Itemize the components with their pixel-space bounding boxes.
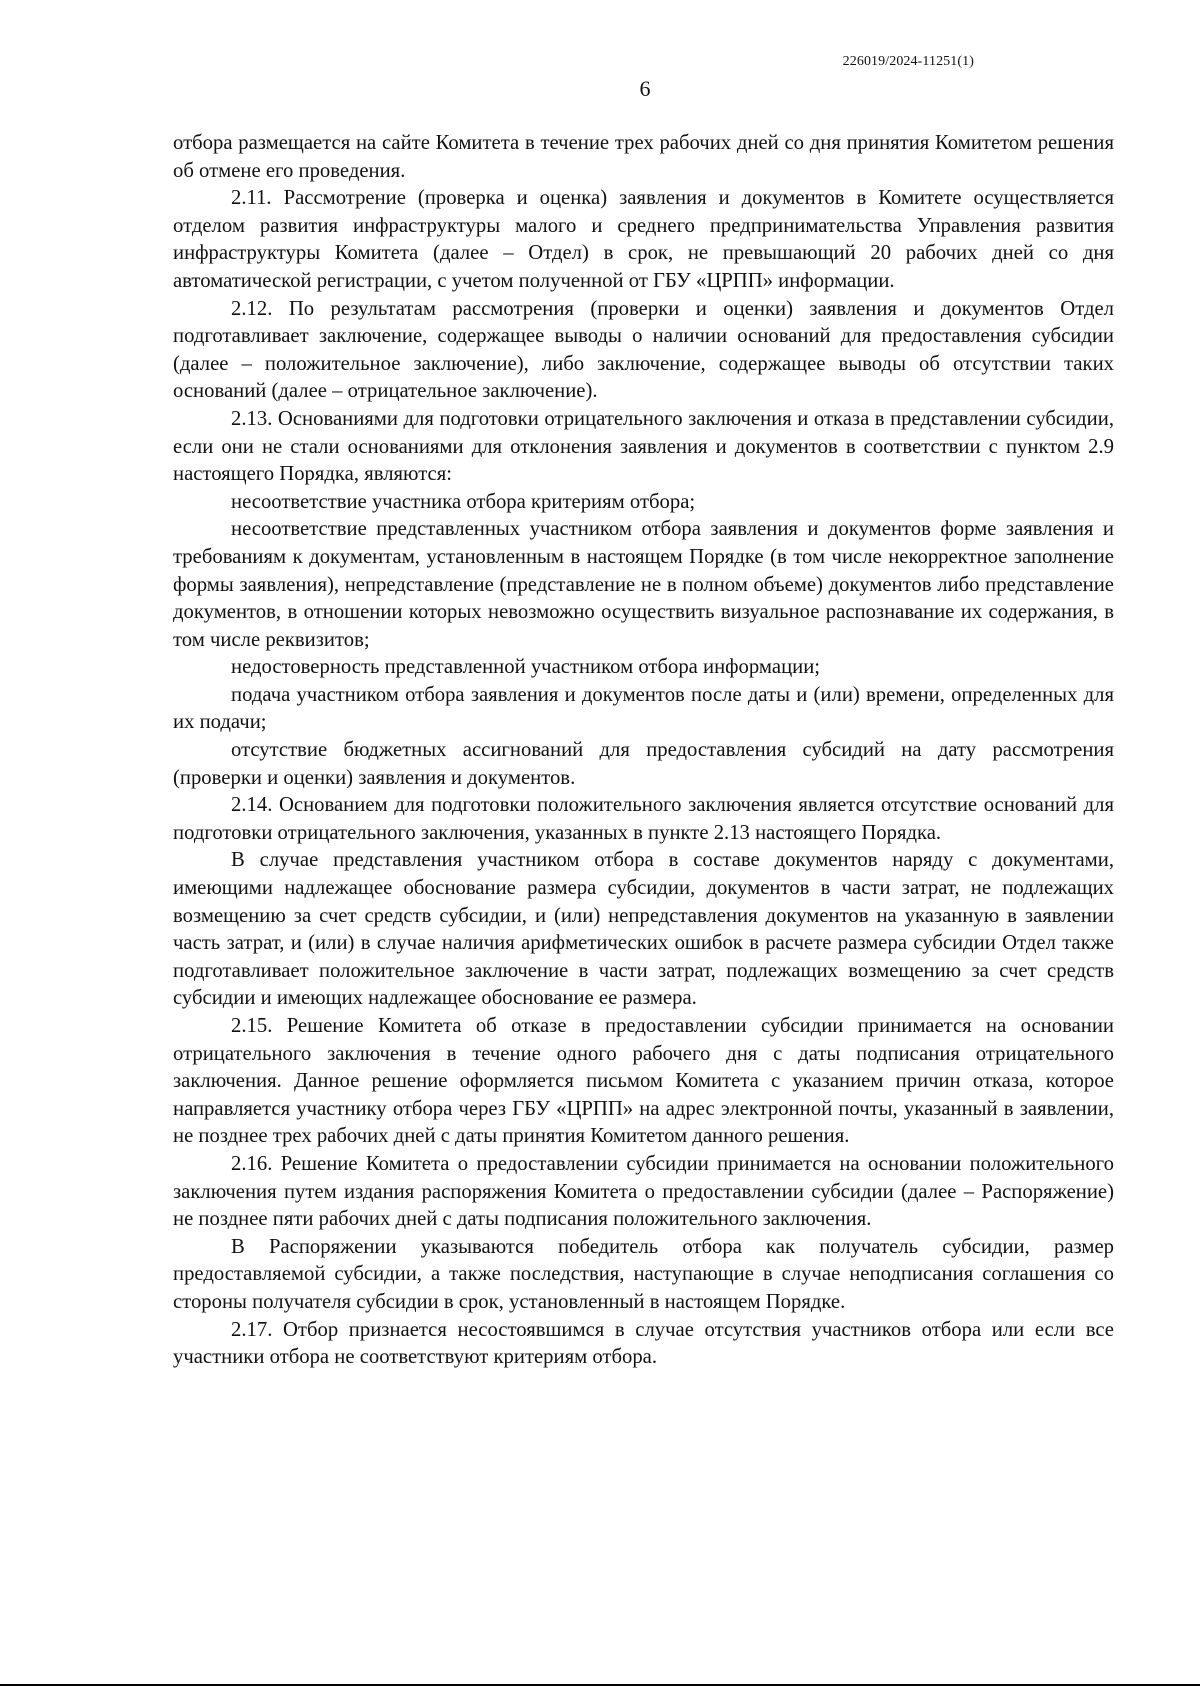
- paragraph: несоответствие представленных участником отбора заявления и документов форме заявления и требованиям к документам, установленным в настоящем Порядке (в том числе некорректное заполнение формы заявления), непредставление (представление не в полном объеме) документов либо представление документов, в отношении которых невозможно осуществить визуальное распознавание их содержания, в том числе реквизитов;: [173, 518, 1114, 651]
- paragraph: 2.12. По результатам рассмотрения (проверки и оценки) заявления и документов Отдел подготавливает заключение, содержащее выводы о наличии оснований для предоставления субсидии (далее – положительное заключение), либо заключение, содержащее выводы об отсутствии таких оснований (далее – отрицательное заключение).: [173, 297, 1114, 403]
- page-number: 6: [639, 76, 651, 101]
- paragraph: недостоверность представленной участником отбора информации;: [231, 656, 821, 679]
- paragraph: 2.11. Рассмотрение (проверка и оценка) заявления и документов в Комитете осуществляется отделом развития инфраструктуры малого и среднего предпринимательства Управления развития инфраструктуры Комитета (далее – Отдел) в срок, не превышающий 20 рабочих дней со дня автоматической регистрации, с учетом полученной от ГБУ «ЦРПП» информации.: [173, 187, 1114, 292]
- paragraph: 2.15. Решение Комитета об отказе в предоставлении субсидии принимается на основании отрицательного заключения в течение одного рабочего дня с даты подписания отрицательного заключения. Данное решение оформляется письмом Комитета с указанием причин отказа, которое направляется участнику отбора через ГБУ «ЦРПП» на адрес электронной почты, указанный в заявлении, не позднее трех рабочих дней с даты принятия Комитетом данного решения.: [173, 1015, 1114, 1148]
- paragraph: подача участником отбора заявления и документов после даты и (или) времени, определенных для их подачи;: [173, 683, 1114, 734]
- paragraph: 2.17. Отбор признается несостоявшимся в случае отсутствия участников отбора или если все участники отбора не соответствуют критериям отбора.: [173, 1318, 1114, 1369]
- paragraph: 2.14. Основанием для подготовки положительного заключения является отсутствие оснований для подготовки отрицательного заключения, указанных в пункте 2.13 настоящего Порядка.: [173, 794, 1114, 844]
- document-body: [173, 130, 1114, 1372]
- paragraph: 2.16. Решение Комитета о предоставлении субсидии принимается на основании положительного заключения путем издания распоряжения Комитета о предоставлении субсидии (далее – Распоряжение) не позднее пяти рабочих дней с даты подписания положительного заключения.: [173, 1152, 1114, 1231]
- paragraph: В случае представления участником отбора в составе документов наряду с документами, имеющими надлежащее обоснование размера субсидии, документов в части затрат, не подлежащих возмещению за счет средств субсидии, и (или) непредставления документов на указанную в заявлении часть затрат, и (или) в случае наличия арифметических ошибок в расчете размера субсидии Отдел также подготавливает положительное заключение в части затрат, подлежащих возмещению за счет средств субсидии и имеющих надлежащее обоснование ее размера.: [173, 849, 1114, 1010]
- paragraph: несоответствие участника отбора критериям отбора;: [231, 490, 696, 513]
- document-registration-number: 226019/2024-11251(1): [842, 54, 974, 69]
- paragraph: 2.13. Основаниями для подготовки отрицательного заключения и отказа в представлении субсидии, если они не стали основаниями для отклонения заявления и документов в соответствии с пунктом 2.9 настоящего Порядка, являются:: [173, 407, 1114, 486]
- paragraph: отсутствие бюджетных ассигнований для предоставления субсидий на дату рассмотрения (проверки и оценки) заявления и документов.: [173, 739, 1114, 789]
- paragraph: В Распоряжении указываются победитель отбора как получатель субсидии, размер предоставляемой субсидии, а также последствия, наступающие в случае неподписания соглашения со стороны получателя субсидии в срок, установленный в настоящем Порядке.: [173, 1235, 1114, 1313]
- paragraph: отбора размещается на сайте Комитета в течение трех рабочих дней со дня принятия Комитетом решения об отмене его проведения.: [173, 132, 1114, 182]
